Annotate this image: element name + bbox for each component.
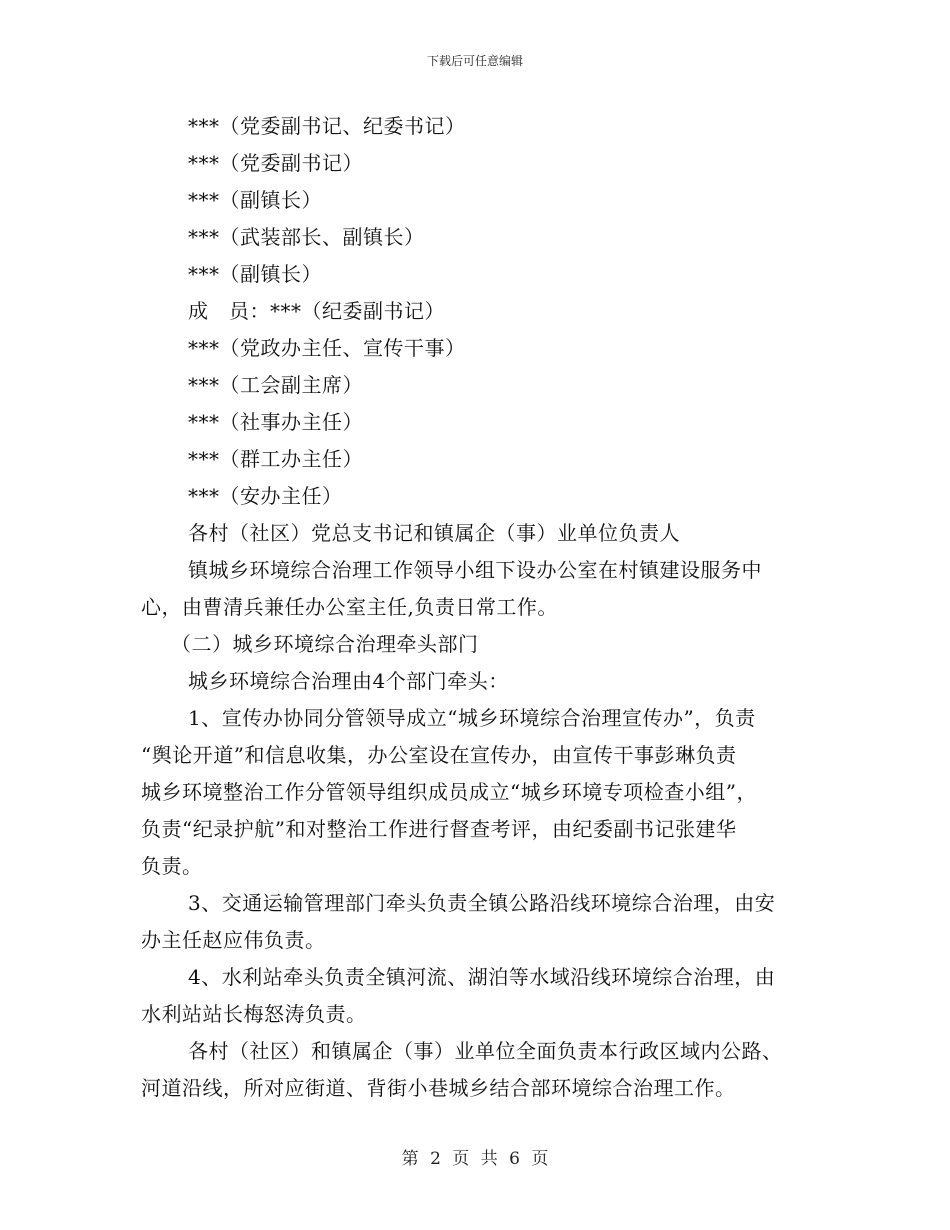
paragraph-line: 镇城乡环境综合治理工作领导小组下设办公室在村镇建设服务中 xyxy=(188,558,762,582)
paragraph-line: 河道沿线，所对应街道、背街小巷城乡结合部环境综合治理工作。 xyxy=(141,1076,736,1100)
paragraph-line: 心，由曹清兵兼任办公室主任,负责日常工作。 xyxy=(141,595,558,619)
paragraph-line: 3、交通运输管理部门牵头负责全镇公路沿线环境综合治理，由安 xyxy=(188,891,776,915)
paragraph-line: 城乡环境整治工作分管领导组织成员成立“城乡环境专项检查小组”， xyxy=(141,780,757,804)
page-header-note: 下载后可任意编辑 xyxy=(426,54,523,68)
section-heading: （二）城乡环境综合治理牵头部门 xyxy=(171,632,479,656)
paragraph-line: 水利站站长梅怒涛负责。 xyxy=(141,1002,367,1026)
paragraph-line: 负责。 xyxy=(141,854,203,878)
members-heading-line: 成 员：***（纪委副书记） xyxy=(188,299,445,323)
member-line: ***（社事办主任） xyxy=(188,410,363,434)
paragraph-line: 1、宣传办协同分管领导成立“城乡环境综合治理宣传办”，负责 xyxy=(188,706,756,730)
paragraph-line: 4、水利站牵头负责全镇河流、湖泊等水域沿线环境综合治理，由 xyxy=(188,965,776,989)
document-body xyxy=(141,108,813,1107)
member-line: ***（工会副主席） xyxy=(188,373,363,397)
paragraph-line: 办主任赵应伟负责。 xyxy=(141,928,326,952)
member-line: ***（党委副书记） xyxy=(188,151,363,175)
paragraph-line: 各村（社区）和镇属企（事）业单位全面负责本行政区域内公路、 xyxy=(188,1039,783,1063)
member-line: ***（副镇长） xyxy=(188,188,322,212)
member-line: ***（党委副书记、纪委书记） xyxy=(188,114,466,138)
paragraph-line: 各村（社区）党总支书记和镇属企（事）业单位负责人 xyxy=(188,521,680,545)
page-number: 第 2 页 共 6 页 xyxy=(401,1149,549,1169)
member-line: ***（武装部长、副镇长） xyxy=(188,225,425,249)
paragraph-line: 城乡环境综合治理由4个部门牵头： xyxy=(188,669,509,693)
member-line: ***（安办主任） xyxy=(188,484,343,508)
member-line: ***（副镇长） xyxy=(188,262,322,286)
member-line: ***（党政办主任、宣传干事） xyxy=(188,336,466,360)
paragraph-line: “舆论开道”和信息收集，办公室设在宣传办，由宣传干事彭琳负责 xyxy=(141,743,737,767)
member-line: ***（群工办主任） xyxy=(188,447,363,471)
paragraph-line: 负责“纪录护航”和对整治工作进行督查考评，由纪委副书记张建华 xyxy=(141,817,737,841)
